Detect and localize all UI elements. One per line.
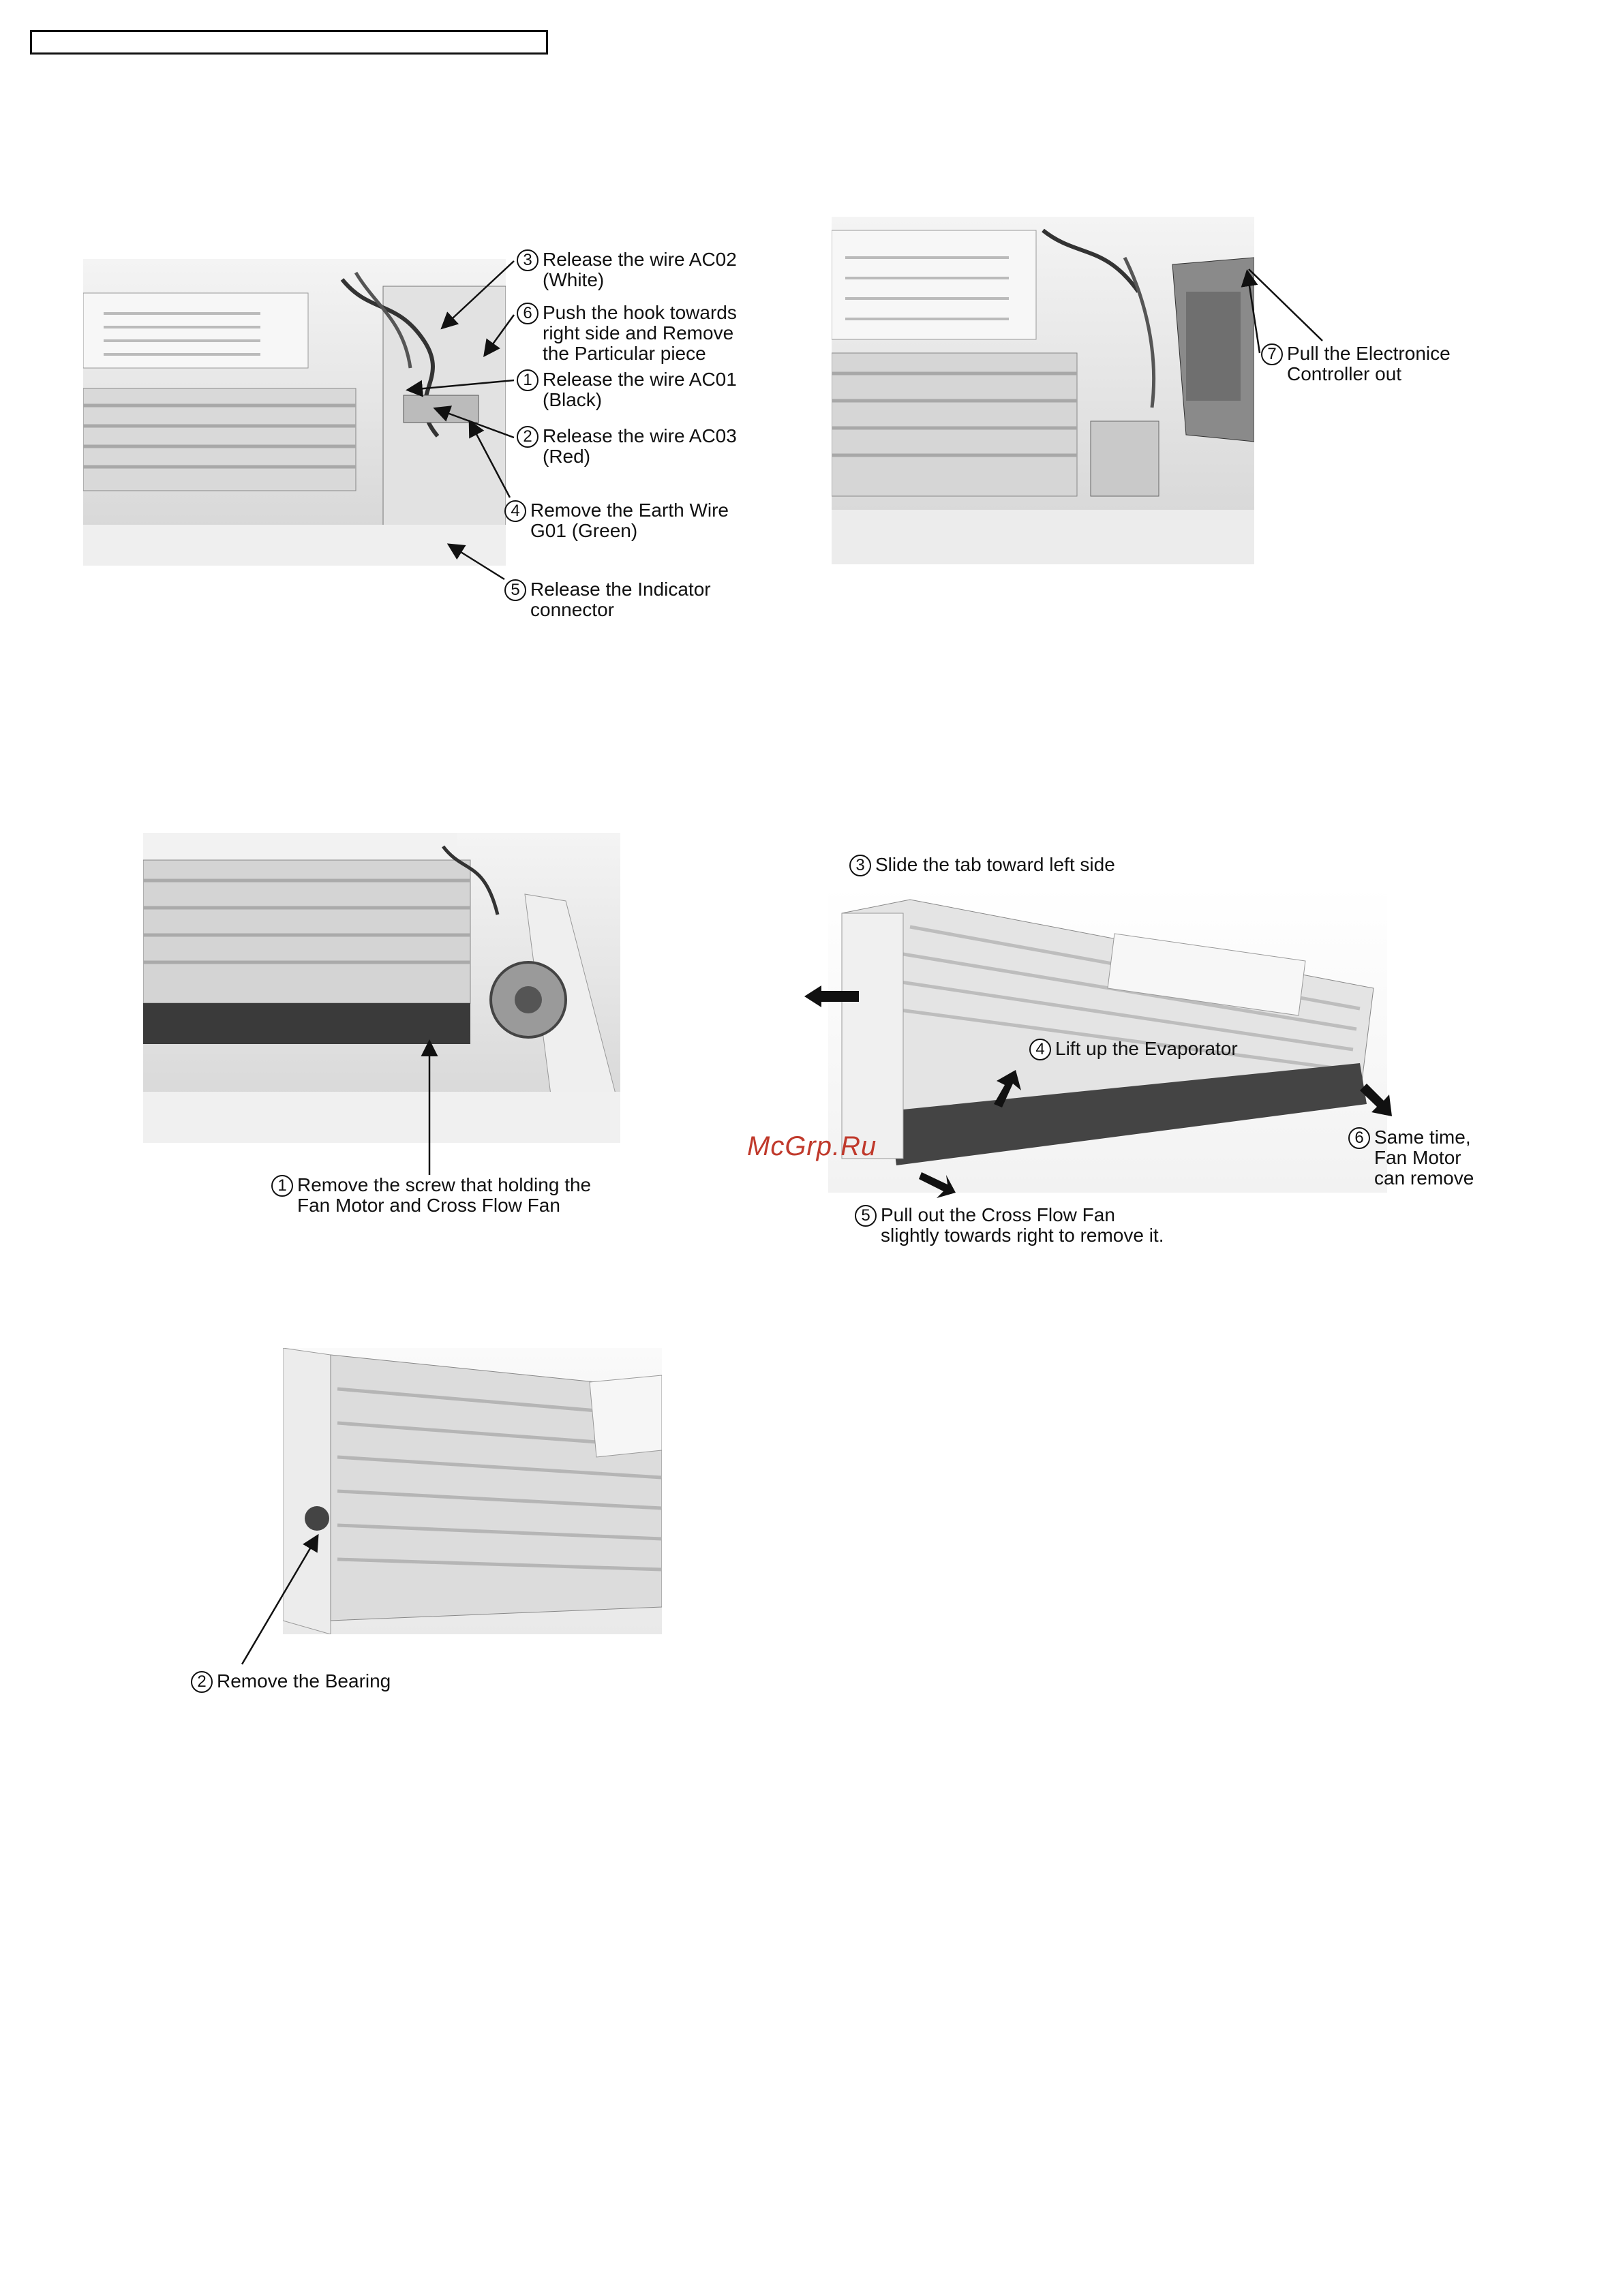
step-text: Slide the tab toward left side: [875, 854, 1115, 875]
step-text: Lift up the Evaporator: [1055, 1038, 1238, 1059]
photo-bearing: [283, 1348, 662, 1634]
step-number: 6: [517, 303, 539, 324]
step-number: 2: [517, 426, 539, 448]
label-pull-electronic-controller: [1261, 343, 1451, 384]
step-text: Remove the screw that holding the Fan Motor and Cross Flow Fan: [297, 1174, 592, 1216]
label-release-wire-ac01: [517, 369, 737, 410]
label-pull-cross-flow-fan: [855, 1205, 1164, 1246]
step-number: 3: [517, 249, 539, 271]
label-release-wire-ac03: [517, 426, 737, 467]
label-remove-bearing: [191, 1671, 391, 1693]
step-text: Remove the Earth Wire G01 (Green): [530, 500, 729, 541]
label-push-hook: [517, 303, 737, 364]
step-number: 4: [504, 500, 526, 522]
label-release-wire-ac02: [517, 249, 737, 290]
step-text: Release the wire AC03 (Red): [543, 425, 737, 467]
label-lift-evaporator: [1029, 1039, 1238, 1060]
step-text: Release the Indicator connector: [530, 579, 711, 620]
step-number: 5: [504, 579, 526, 601]
watermark: McGrp.Ru: [747, 1131, 877, 1161]
step-number: 6: [1348, 1127, 1370, 1149]
label-fan-motor-remove: [1348, 1127, 1474, 1189]
step-text: Same time, Fan Motor can remove: [1374, 1127, 1474, 1189]
photo-fan-motor-screw: [143, 833, 620, 1143]
step-text: Release the wire AC02 (White): [543, 249, 737, 290]
step-text: Remove the Bearing: [217, 1670, 391, 1692]
step-text: Release the wire AC01 (Black): [543, 369, 737, 410]
step-text: Pull out the Cross Flow Fan slightly towards right to remove it.: [881, 1204, 1164, 1246]
step-text: Pull the Electronice Controller out: [1287, 343, 1451, 384]
step-number: 4: [1029, 1039, 1051, 1060]
step-number: 2: [191, 1671, 213, 1693]
photo-wiring-terminal: [83, 259, 506, 566]
step-number: 3: [849, 855, 871, 876]
photo-electronic-controller: [832, 217, 1254, 564]
step-number: 5: [855, 1205, 877, 1227]
label-remove-screw: [271, 1175, 591, 1216]
step-number: 1: [271, 1175, 293, 1197]
header-box: [30, 30, 548, 55]
label-remove-earth-wire: [504, 500, 729, 541]
label-slide-tab: [849, 855, 1115, 876]
step-number: 7: [1261, 343, 1283, 365]
label-release-indicator-connector: [504, 579, 711, 620]
step-number: 1: [517, 369, 539, 391]
step-text: Push the hook towards right side and Remove the Particular piece: [543, 302, 737, 364]
